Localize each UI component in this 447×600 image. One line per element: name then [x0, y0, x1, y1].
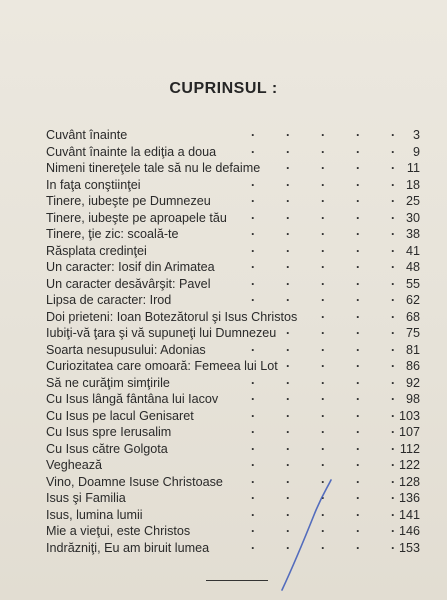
toc-row	[46, 273, 420, 293]
leader-dot: .	[356, 455, 360, 469]
leader-dot: .	[251, 455, 255, 469]
toc-row	[46, 537, 420, 557]
leader-dot: .	[286, 455, 290, 469]
leader-dot: .	[286, 290, 290, 304]
leader-dot: .	[286, 273, 290, 288]
toc-entry-page: 141	[398, 507, 420, 522]
toc-entry-page: 18	[405, 177, 420, 192]
leader-dot: .	[321, 521, 325, 535]
leader-dot: .	[391, 537, 395, 552]
leader-dot: .	[321, 471, 325, 486]
toc-row	[46, 405, 420, 425]
toc-entry-page: 136	[398, 491, 420, 505]
toc-entry-page: 48	[405, 260, 420, 274]
leader-dot: .	[321, 158, 325, 172]
toc-entry-title: Mie a vieţui, este Christos	[46, 524, 191, 538]
table-of-contents	[46, 127, 420, 556]
toc-entry-title: Iubiţi-vă ţara şi vă supuneţi lui Dumnezeu	[46, 326, 277, 340]
leader-dot: .	[391, 323, 395, 337]
toc-row	[46, 358, 420, 375]
leader-dot: .	[251, 240, 255, 255]
leader-dot: .	[321, 323, 325, 337]
leader-dot: .	[356, 174, 360, 189]
leader-dot: .	[251, 257, 255, 271]
leader-dot: .	[391, 405, 395, 420]
leader-dot: .	[356, 240, 360, 255]
toc-entry-page: 75	[405, 326, 420, 340]
leader-dot: .	[391, 207, 395, 222]
leader-dot: .	[391, 125, 395, 139]
leader-dot: .	[356, 207, 360, 222]
leader-dot: .	[321, 455, 325, 469]
toc-entry-title: Să ne curăţim simţirile	[46, 375, 170, 390]
toc-row	[46, 141, 420, 161]
leader-dot: .	[356, 273, 360, 288]
toc-entry-title: Curiozitatea care omoară: Femeea lui Lot	[46, 359, 278, 373]
leader-dot: .	[286, 521, 290, 535]
leader-dot: .	[391, 372, 395, 387]
toc-entry-title: Tinere, iubeşte pe aproapele tău	[46, 210, 227, 225]
leader-dot: .	[251, 191, 255, 205]
toc-entry-page: 107	[398, 425, 420, 439]
leader-dot: .	[391, 273, 395, 288]
leader-dot: .	[356, 372, 360, 387]
leader-dot: .	[391, 257, 395, 271]
leader-dot: .	[356, 141, 360, 156]
toc-entry-page: 62	[405, 293, 420, 307]
toc-entry-page: 3	[412, 128, 420, 142]
leader-dot: .	[321, 356, 325, 370]
leader-dot: .	[286, 405, 290, 420]
leader-dot: .	[391, 158, 395, 172]
leader-dot: .	[391, 455, 395, 469]
toc-entry-title: Nimeni tinereţele tale să nu le defaime	[46, 161, 261, 175]
toc-entry-title: Indrăzniţi, Eu am biruit lumea	[46, 540, 210, 555]
leader-dot: .	[356, 323, 360, 337]
toc-row	[46, 292, 420, 309]
leader-dot: .	[321, 306, 325, 321]
leader-dot: .	[356, 504, 360, 519]
toc-row	[46, 325, 420, 342]
leader-dot: .	[286, 422, 290, 436]
toc-entry-title: Veghează	[46, 458, 103, 472]
leader-dot: .	[286, 224, 290, 238]
leader-dot: .	[251, 504, 255, 519]
toc-entry-title: Tinere, ţie zic: scoală-te	[46, 227, 179, 241]
toc-entry-title: Isus şi Familia	[46, 491, 126, 505]
leader-dot: .	[251, 438, 255, 453]
toc-entry-title: Cu Isus lângă fântâna lui Iacov	[46, 392, 219, 406]
toc-entry-title: Soarta nesupusului: Adonias	[46, 342, 206, 357]
leader-dot: .	[286, 240, 290, 255]
leader-dot: .	[356, 488, 360, 502]
leader-dot: .	[356, 537, 360, 552]
leader-dot: .	[251, 422, 255, 436]
toc-entry-page: 122	[398, 458, 420, 472]
toc-entry-page: 92	[405, 375, 420, 390]
toc-entry-title: Cuvânt înainte	[46, 128, 128, 142]
leader-dot: .	[391, 488, 395, 502]
toc-row	[46, 438, 420, 458]
leader-dot: .	[321, 405, 325, 420]
page-title: CUPRINSUL :	[169, 80, 278, 97]
leader-dot: .	[321, 290, 325, 304]
leader-dot: .	[356, 422, 360, 436]
leader-dot: .	[286, 158, 290, 172]
leader-dot: .	[286, 488, 290, 502]
leader-dot: .	[321, 207, 325, 222]
leader-dot: .	[251, 141, 255, 156]
leader-dot: .	[391, 240, 395, 255]
leader-dot: .	[251, 125, 255, 139]
toc-row	[46, 424, 420, 441]
toc-row	[46, 160, 420, 177]
leader-dot: .	[321, 339, 325, 354]
leader-dot: .	[356, 438, 360, 453]
leader-dot: .	[251, 290, 255, 304]
toc-entry-title: Cu Isus pe lacul Genisaret	[46, 408, 194, 423]
leader-dot: .	[251, 207, 255, 222]
leader-dot: .	[321, 240, 325, 255]
leader-dot: .	[286, 125, 290, 139]
leader-dot: .	[321, 422, 325, 436]
toc-row	[46, 193, 420, 210]
leader-dot: .	[251, 537, 255, 552]
toc-row	[46, 339, 420, 359]
leader-dot: .	[356, 339, 360, 354]
leader-dot: .	[286, 438, 290, 453]
leader-dot: .	[321, 504, 325, 519]
leader-dot: .	[321, 191, 325, 205]
leader-dot: .	[251, 521, 255, 535]
leader-dot: .	[391, 521, 395, 535]
toc-entry-title: Cuvânt înainte la ediţia a doua	[46, 144, 217, 159]
leader-dot: .	[251, 471, 255, 486]
toc-entry-page: 68	[405, 309, 420, 324]
leader-dot: .	[321, 174, 325, 189]
leader-dot: .	[391, 174, 395, 189]
leader-dot: .	[251, 372, 255, 387]
toc-entry-page: 55	[405, 276, 420, 291]
leader-dot: .	[286, 141, 290, 156]
leader-dot: .	[321, 537, 325, 552]
toc-row	[46, 490, 420, 507]
leader-dot: .	[391, 389, 395, 403]
leader-dot: .	[251, 488, 255, 502]
toc-entry-title: Lipsa de caracter: Irod	[46, 293, 172, 307]
toc-row	[46, 207, 420, 227]
toc-row	[46, 259, 420, 276]
leader-dot: .	[286, 356, 290, 370]
leader-dot: .	[356, 158, 360, 172]
leader-dot: .	[356, 405, 360, 420]
leader-dot: .	[286, 537, 290, 552]
toc-entry-page: 86	[405, 359, 420, 373]
leader-dot: .	[391, 191, 395, 205]
leader-dot: .	[251, 174, 255, 189]
toc-entry-page: 9	[412, 144, 420, 159]
toc-row	[46, 457, 420, 474]
toc-row	[46, 127, 420, 144]
leader-dot: .	[251, 339, 255, 354]
leader-dot: .	[356, 471, 360, 486]
leader-dot: .	[356, 389, 360, 403]
leader-dot: .	[286, 191, 290, 205]
toc-entry-title: Vino, Doamne Isuse Christoase	[46, 474, 223, 489]
leader-dot: .	[391, 141, 395, 156]
leader-dot: .	[286, 339, 290, 354]
leader-dot: .	[251, 273, 255, 288]
toc-entry-title: In faţa conştiinţei	[46, 177, 141, 192]
leader-dot: .	[391, 290, 395, 304]
leader-dot: .	[356, 191, 360, 205]
toc-entry-page: 103	[398, 408, 420, 423]
leader-dot: .	[391, 471, 395, 486]
leader-dot: .	[356, 290, 360, 304]
leader-dot: .	[356, 356, 360, 370]
toc-row	[46, 471, 420, 491]
toc-entry-title: Un caracter: Iosif din Arimatea	[46, 260, 215, 274]
toc-entry-page: 11	[406, 161, 420, 175]
toc-row	[46, 523, 420, 540]
leader-dot: .	[356, 257, 360, 271]
toc-entry-page: 41	[405, 243, 420, 258]
leader-dot: .	[286, 207, 290, 222]
leader-dot: .	[286, 372, 290, 387]
leader-dot: .	[356, 125, 360, 139]
leader-dot: .	[286, 174, 290, 189]
leader-dot: .	[321, 224, 325, 238]
toc-row	[46, 504, 420, 524]
toc-entry-title: Isus, lumina lumii	[46, 507, 143, 522]
toc-entry-page: 153	[398, 540, 420, 555]
toc-entry-title: Cu Isus către Golgota	[46, 441, 168, 456]
bottom-rule	[206, 580, 268, 581]
leader-dot: .	[286, 389, 290, 403]
toc-entry-page: 81	[405, 342, 420, 357]
leader-dot: .	[321, 273, 325, 288]
toc-row	[46, 174, 420, 194]
leader-dot: .	[321, 389, 325, 403]
leader-dot: .	[321, 438, 325, 453]
toc-entry-title: Cu Isus spre Ierusalim	[46, 425, 172, 439]
leader-dot: .	[251, 389, 255, 403]
leader-dot: .	[391, 504, 395, 519]
toc-entry-page: 146	[398, 524, 420, 538]
leader-dot: .	[356, 306, 360, 321]
leader-dot: .	[391, 422, 395, 436]
leader-dot: .	[286, 257, 290, 271]
toc-entry-page: 98	[405, 392, 420, 406]
toc-row	[46, 372, 420, 392]
leader-dot: .	[356, 224, 360, 238]
toc-entry-title: Un caracter desăvârşit: Pavel	[46, 276, 211, 291]
toc-entry-page: 25	[405, 194, 420, 208]
toc-entry-page: 112	[399, 441, 420, 456]
leader-dot: .	[391, 356, 395, 370]
leader-dot: .	[321, 125, 325, 139]
leader-dot: .	[391, 224, 395, 238]
leader-dot: .	[286, 471, 290, 486]
leader-dot: .	[321, 141, 325, 156]
leader-dot: .	[286, 504, 290, 519]
toc-entry-page: 38	[405, 227, 420, 241]
leader-dot: .	[321, 372, 325, 387]
leader-dot: .	[321, 488, 325, 502]
toc-entry-title: Tinere, iubeşte pe Dumnezeu	[46, 194, 211, 208]
toc-entry-page: 30	[405, 210, 420, 225]
toc-entry-title: Răsplata credinţei	[46, 243, 147, 258]
toc-entry-page: 128	[398, 474, 420, 489]
toc-row	[46, 240, 420, 260]
leader-dot: .	[356, 521, 360, 535]
leader-dot: .	[251, 224, 255, 238]
leader-dot: .	[391, 306, 395, 321]
leader-dot: .	[251, 405, 255, 420]
leader-dot: .	[391, 438, 395, 453]
leader-dot: .	[391, 339, 395, 354]
toc-row	[46, 391, 420, 408]
toc-row	[46, 306, 420, 326]
leader-dot: .	[321, 257, 325, 271]
toc-entry-title: Doi prieteni: Ioan Botezătorul şi Isus Christos	[46, 309, 298, 324]
leader-dot: .	[286, 323, 290, 337]
toc-row	[46, 226, 420, 243]
